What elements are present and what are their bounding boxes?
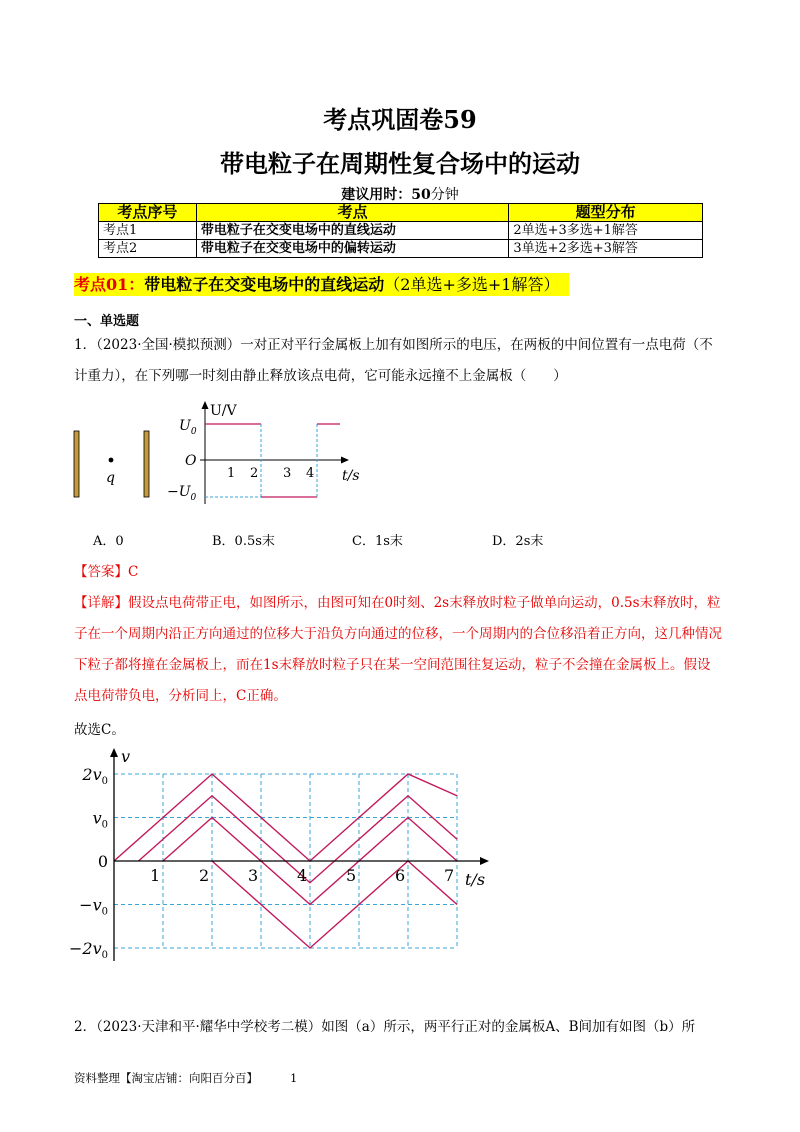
t-tick-label: 3 (283, 466, 292, 481)
page-subtitle: 带电粒子在周期性复合场中的运动 (220, 149, 580, 178)
x-tick-label: 2 (199, 866, 210, 885)
option-b: B．0.5s末 (212, 534, 275, 549)
y-tick-label: 0 (97, 852, 108, 871)
chart-axes (110, 748, 489, 961)
answer-text: 【答案】C (74, 564, 139, 580)
t-axis-label: t/s (465, 870, 486, 889)
x-tick-label: 3 (248, 866, 259, 885)
u-axis-arrow (202, 401, 209, 409)
table-cell: 考点1 (99, 222, 197, 240)
v-axis-arrow (110, 748, 118, 757)
footer-source: 资料整理【淘宝店铺：向阳百分百】 (74, 1071, 258, 1085)
section-heading: 考点01：带电粒子在交变电场中的直线运动（2单选+多选+1解答） (74, 273, 569, 296)
table-row (99, 222, 703, 240)
x-tick-label: 4 (297, 866, 308, 885)
t-axis-arrow (341, 457, 349, 464)
option-d: D．2s末 (492, 534, 544, 549)
x-tick-label: 7 (444, 866, 455, 885)
table-cell: 3单选+2多选+3解答 (509, 240, 703, 258)
u-axis-label: U/V (210, 403, 237, 419)
suggested-time: 建议用时：50分钟 (341, 187, 459, 203)
t-tick-label: 2 (250, 466, 259, 481)
table-cell: 考点2 (99, 240, 197, 258)
question-2-text: 2．（2023·天津和平·耀华中学校考二模）如图（a）所示，两平行正对的金属板A、B间加有如图（b）所 (74, 1019, 696, 1035)
option-a: A．0 (93, 534, 124, 549)
voltage-figure (60, 396, 360, 508)
x-tick-label: 5 (346, 866, 357, 885)
table-row (99, 240, 703, 258)
y-tick-label: $-2v_0$ (69, 939, 108, 961)
option-c: C．1s末 (352, 534, 403, 549)
neg-u0-label: $-U_0$ (167, 484, 197, 503)
table-header: 考点序号 (99, 204, 197, 222)
x-tick-label: 1 (150, 866, 161, 885)
t-tick-label: 4 (306, 466, 315, 481)
topic-table (98, 203, 703, 258)
footer (74, 1070, 297, 1086)
subsection-heading: 一、单选题 (74, 314, 140, 329)
page-title: 考点巩固卷59 (323, 105, 477, 134)
v-axis-label: v (121, 747, 131, 766)
u0-label: $U_0$ (179, 418, 197, 437)
y-tick-label: $-v_0$ (79, 895, 108, 918)
t-tick-label: 1 (227, 466, 236, 481)
table-header: 考点 (196, 204, 508, 222)
right-plate (144, 431, 149, 497)
page-number: 1 (290, 1071, 298, 1085)
y-tick-label: $2v_0$ (82, 765, 108, 787)
question-1-text: 1．（2023·全国·模拟预测）一对正对平行金属板上加有如图所示的电压，在两板的中间位置有一点电荷（不计重力），在下列哪一时刻由静止释放该点电荷，它可能永远撞不上金属板（ ） (74, 337, 713, 384)
charge-label: q (106, 470, 115, 486)
table-cell: 2单选+3多选+1解答 (509, 222, 703, 240)
t-axis-arrow (480, 857, 489, 865)
table-cell: 带电粒子在交变电场中的偏转运动 (196, 240, 508, 258)
left-plate (74, 431, 79, 497)
y-tick-label: $v_0$ (92, 808, 108, 831)
table-header-row (99, 204, 703, 222)
conclusion-text: 故选C。 (74, 722, 125, 738)
table-header: 题型分布 (509, 204, 703, 222)
point-charge (109, 458, 114, 463)
origin-label: O (185, 453, 197, 469)
x-tick-label: 6 (395, 866, 406, 885)
t-axis-label: t/s (342, 468, 360, 484)
detail-text: 【详解】假设点电荷带正电，如图所示，由图可知在0时刻、2s末释放时粒子做单向运动，0.5s末释放时，粒子在一个周期内沿正方向通过的位移大于沿负方向通过的位移，一个周期内的合位移沿着正方向，这几种情况下粒子都将撞在金属板上，而在1s末释放时粒子只在某一空间范围往复运动，粒子不会撞在金属板上。假设点电荷带负电，分析同上，C正确。 (74, 595, 722, 704)
table-cell: 带电粒子在交变电场中的直线运动 (196, 222, 508, 240)
velocity-chart (60, 744, 500, 980)
